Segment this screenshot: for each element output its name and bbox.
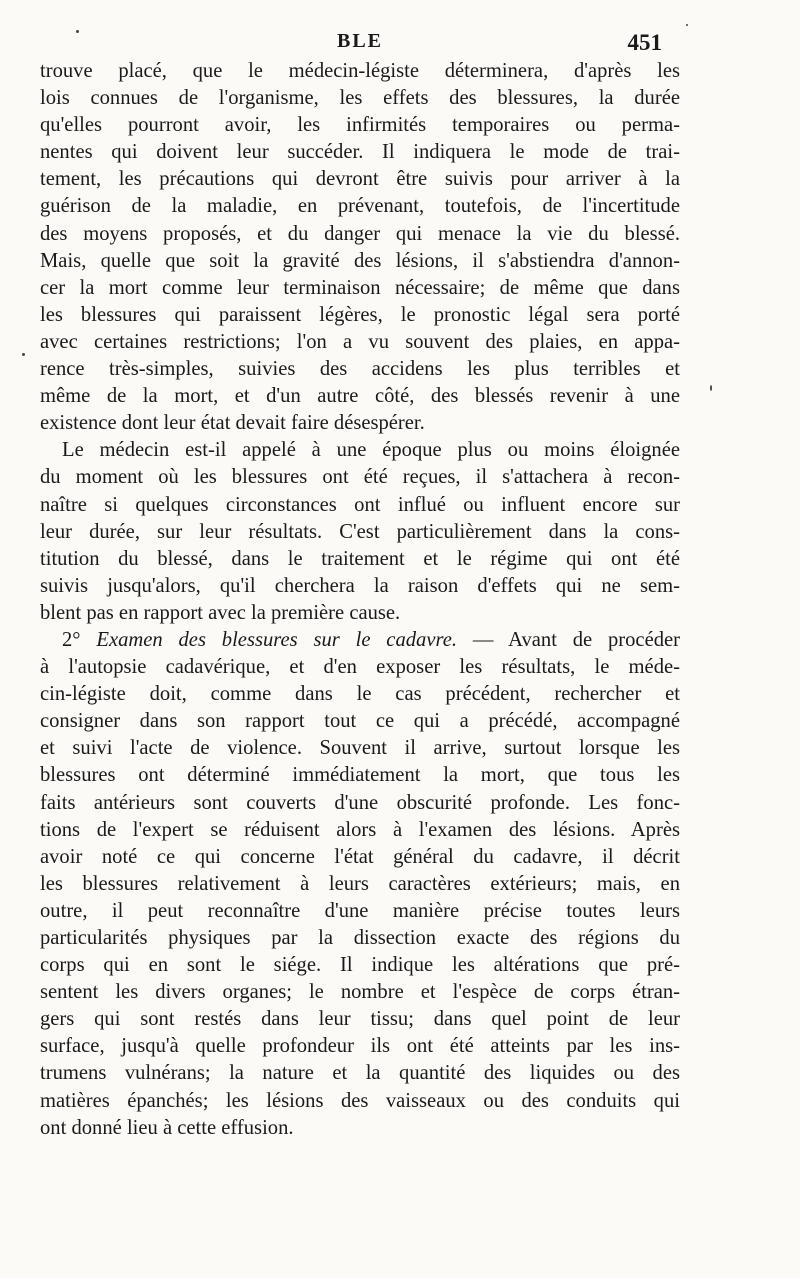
text-line: faits antérieurs sont couverts d'une obscurité profonde. Les fonc- (40, 791, 680, 814)
scan-speck (686, 24, 688, 26)
running-head (0, 28, 800, 58)
text-line: blent pas en rapport avec la première cause. (40, 601, 401, 624)
text-line: tions de l'expert se réduisent alors à l'examen des lésions. Après (40, 818, 680, 841)
page-number: 451 (627, 30, 662, 55)
text-line: matières épanchés; les lésions des vaisseaux ou des conduits qui (40, 1089, 680, 1112)
text-line: les blessures qui paraissent légères, le pronostic légal sera porté (40, 303, 680, 326)
section-number: 2° (62, 628, 81, 651)
text-line: guérison de la maladie, en prévenant, toutefois, de l'incertitude (40, 195, 680, 218)
scan-speck (22, 353, 25, 356)
text-line: gers qui sont restés dans leur tissu; dans quel point de leur (40, 1008, 680, 1031)
text-line: Mais, quelle que soit la gravité des lésions, il s'abstiendra d'annon- (40, 249, 680, 272)
text-line: des moyens proposés, et du danger qui menace la vie du blessé. (40, 222, 680, 245)
scan-speck (76, 30, 79, 33)
text-line: Le médecin est-il appelé à une époque plus ou moins éloignée (62, 439, 680, 462)
text-line: nentes qui doivent leur succéder. Il indiquera le mode de trai- (40, 141, 680, 164)
text-line: même de la mort, et d'un autre côté, des blessés revenir à une (40, 385, 680, 408)
text-line: corps qui en sont le siége. Il indique les altérations que pré- (40, 954, 680, 977)
text-line: et suivi l'acte de violence. Souvent il arrive, surtout lorsque les (40, 737, 680, 760)
text-line: outre, il peut reconnaître d'une manière précise toutes leurs (40, 899, 680, 922)
paragraph-1 (40, 58, 680, 437)
text-line: cer la mort comme leur terminaison nécessaire; de même que dans (40, 276, 680, 299)
running-title: BLE (336, 30, 384, 52)
scan-speck (710, 385, 712, 391)
text-line: leur durée, sur leur résultats. C'est particulièrement dans la cons- (40, 520, 680, 543)
text-line: particularités physiques par la dissection exacte des régions du (40, 927, 680, 949)
section-heading: Examen des blessures sur le cadavre. (96, 628, 458, 651)
text-line: avec certaines restrictions; l'on a vu souvent des plaies, en appa- (40, 330, 680, 353)
body-text (40, 58, 680, 1142)
text-line: naître si quelques circonstances ont influé ou influent encore sur (40, 493, 680, 516)
text-line: cin-légiste doit, comme dans le cas précédent, rechercher et (40, 683, 680, 706)
text-line: du moment où les blessures ont été reçues, il s'attachera à recon- (40, 466, 680, 489)
text-line: sentent les divers organes; le nombre et l'espèce de corps étran- (40, 981, 680, 1004)
text-line: ont donné lieu à cette effusion. (40, 1116, 294, 1139)
text-line: tement, les précautions qui devront être suivis pour arriver à la (40, 168, 680, 191)
paragraph-2 (40, 437, 680, 627)
text-line: rence très-simples, suivies des accidens les plus terribles et (40, 358, 680, 381)
text-line: existence dont leur état devait faire désespérer. (40, 412, 425, 435)
text-line: suivis jusqu'alors, qu'il cherchera la raison d'effets qui ne sem- (40, 574, 680, 597)
text-line: trouve placé, que le médecin-légiste déterminera, d'après les (40, 60, 680, 82)
section-heading-line (40, 627, 680, 654)
section-heading-rest: — Avant de procéder (472, 628, 681, 651)
text-line: blessures ont déterminé immédiatement la mort, que tous les (40, 764, 680, 787)
text-line: lois connues de l'organisme, les effets des blessures, la durée (40, 87, 680, 110)
text-line: qu'elles pourront avoir, les infirmités temporaires ou perma- (40, 114, 680, 137)
text-line: titution du blessé, dans le traitement et le régime qui ont été (40, 547, 680, 570)
text-line: à l'autopsie cadavérique, et d'en exposer les résultats, le méde- (40, 656, 680, 679)
text-line: avoir noté ce qui concerne l'état général du cadavre, il décrit (40, 845, 680, 868)
paragraph-3 (40, 627, 680, 1142)
text-line: consigner dans son rapport tout ce qui a précédé, accompagné (40, 710, 680, 733)
text-line: surface, jusqu'à quelle profondeur ils ont été atteints par les ins- (40, 1035, 680, 1058)
text-line: les blessures relativement à leurs caractères extérieurs; mais, en (40, 872, 680, 895)
text-line: trumens vulnérans; la nature et la quantité des liquides ou des (40, 1062, 680, 1085)
